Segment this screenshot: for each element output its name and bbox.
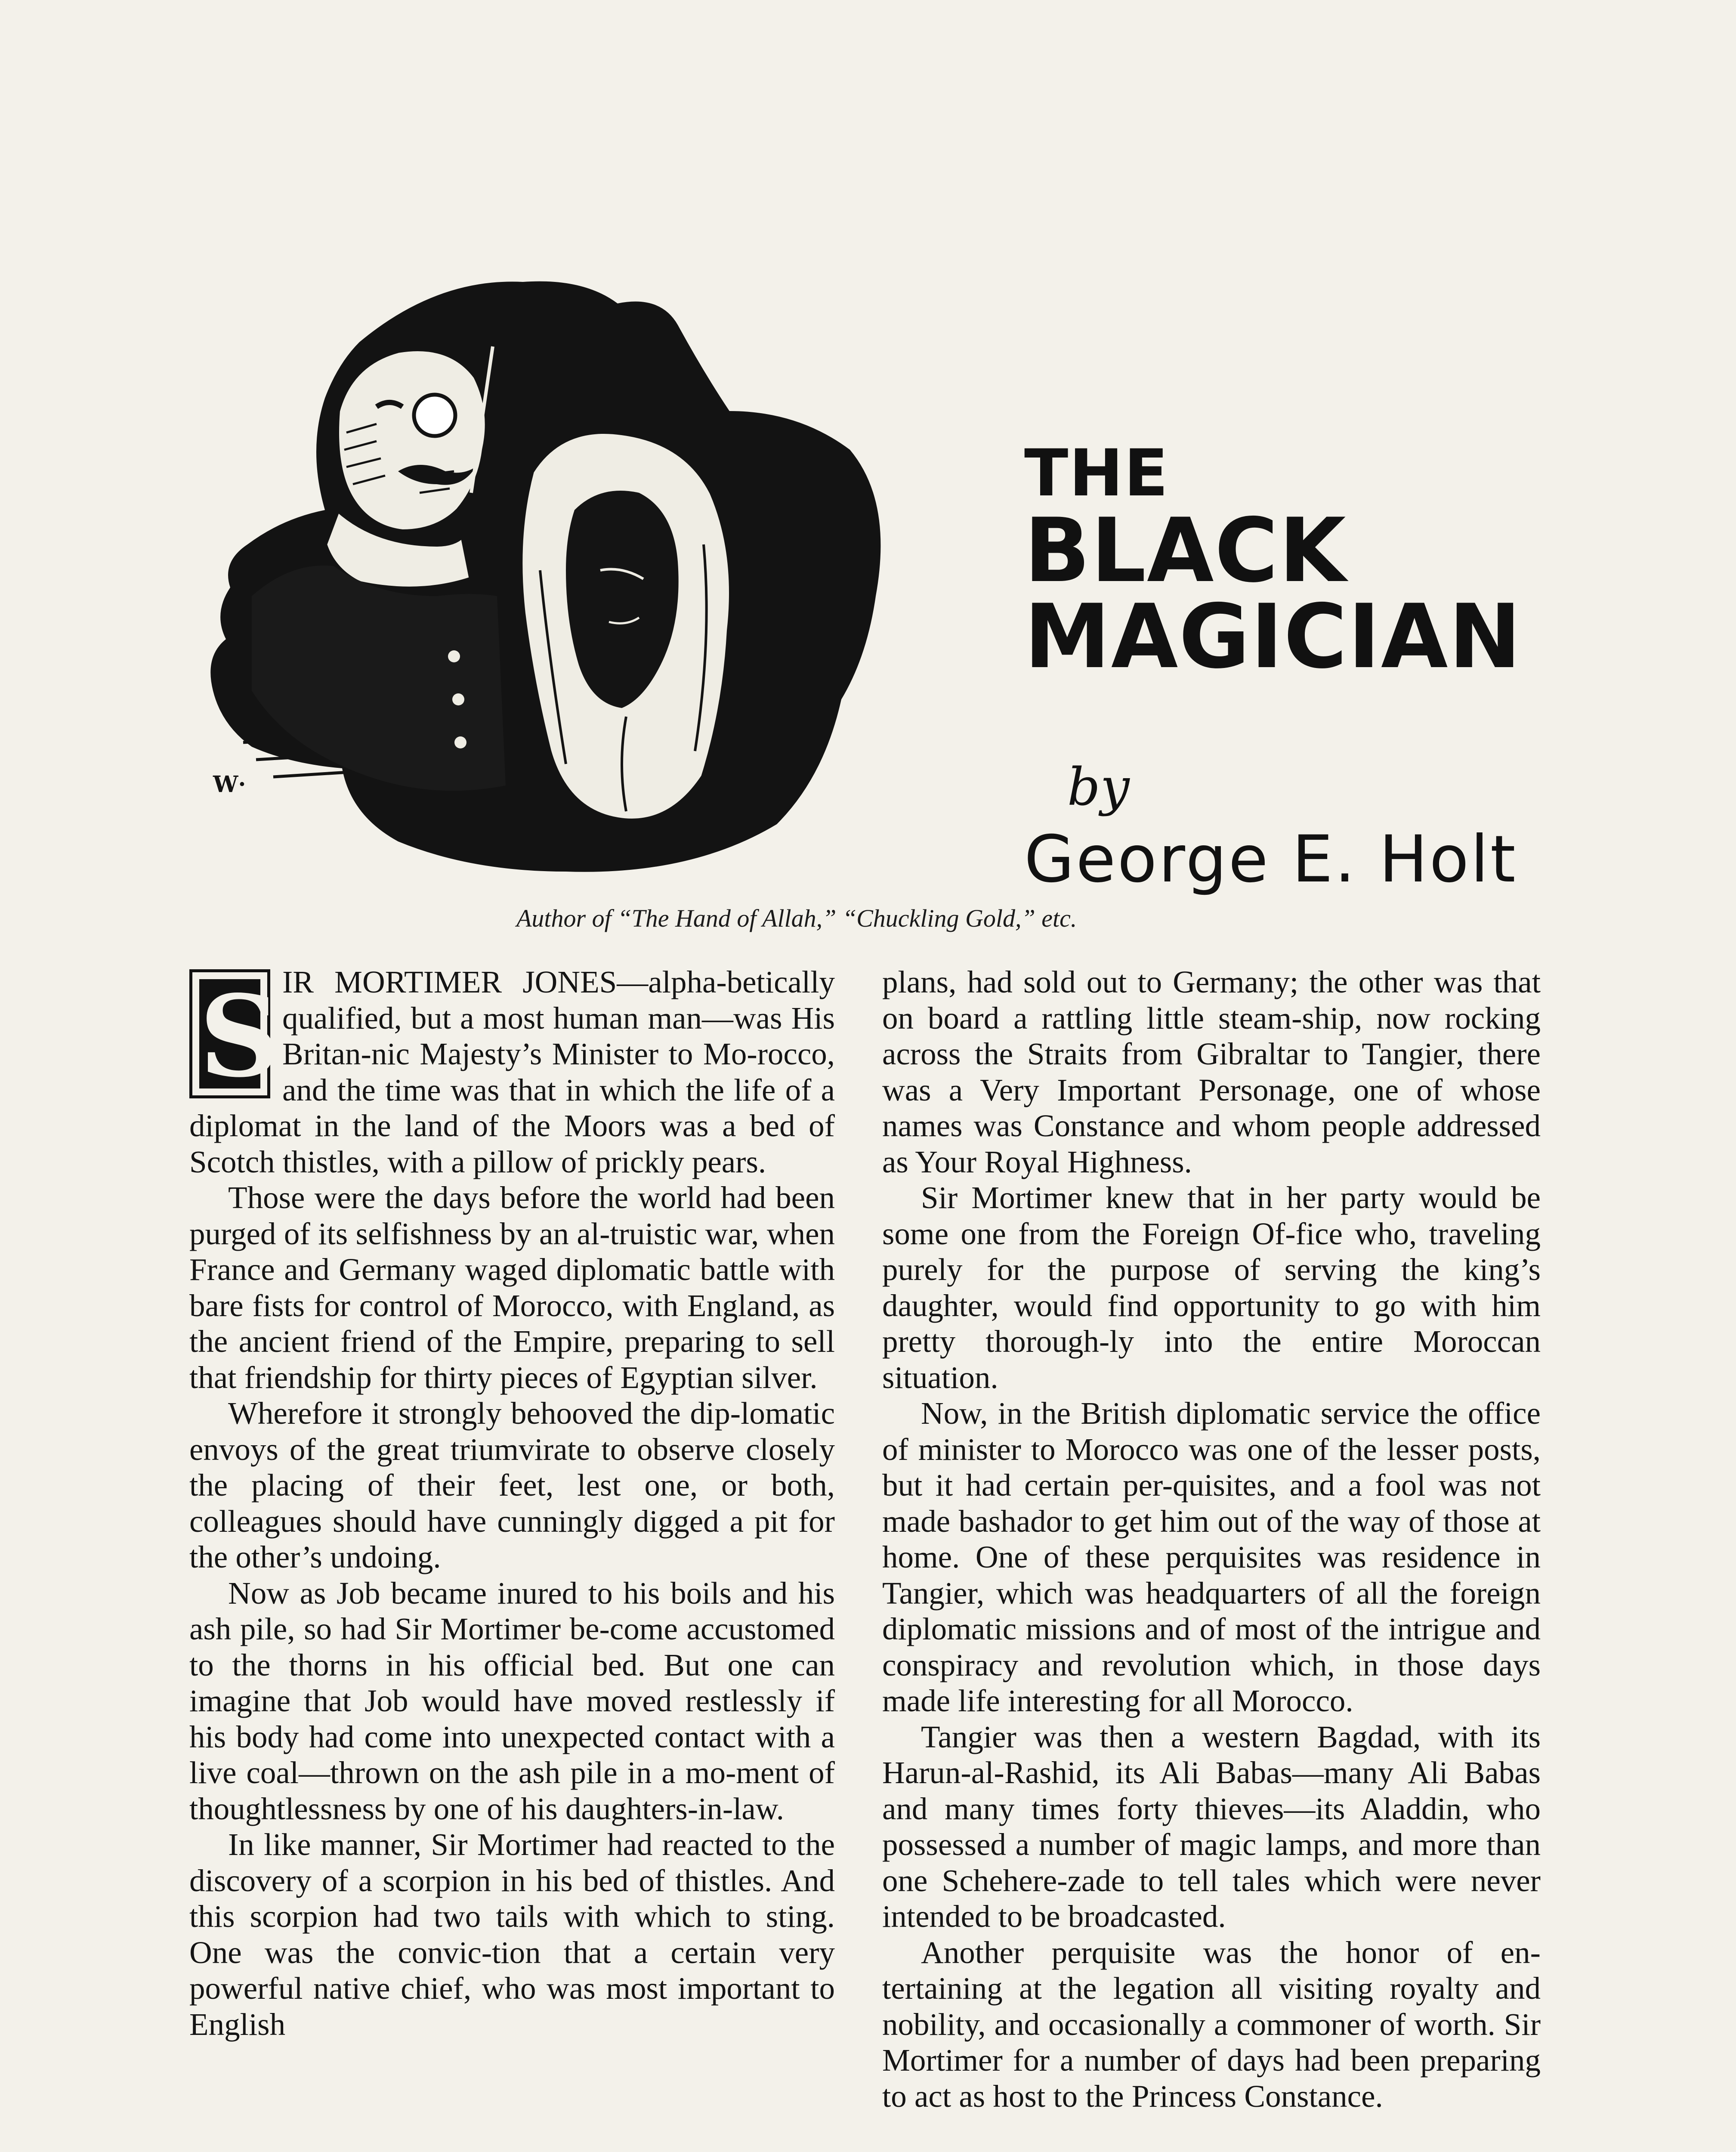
story-illustration bbox=[196, 269, 1039, 884]
paragraph: In like manner, Sir Mortimer had reacted to the discovery of a scorpion in his bed of thistles. And this scorpion had two tails with which to sting. One was the convic-tion that a certain very powerful native chief, who was most important to English bbox=[189, 1827, 835, 2042]
author-credit: Author of “The Hand of Allah,” “Chuckling Gold,” etc. bbox=[516, 904, 1077, 932]
author-name: George E. Holt bbox=[1024, 822, 1517, 897]
text-column-right bbox=[882, 964, 1541, 2114]
title-line-magician: MAGICIAN bbox=[1024, 586, 1522, 688]
paragraph: Wherefore it strongly behooved the dip-lomatic envoys of the great triumvirate to observe closely the placing of their feet, lest one, or both, colleagues should have cunningly digged a pit for the other’s undoing. bbox=[189, 1396, 835, 1574]
byline-prefix: by bbox=[1067, 758, 1130, 817]
paragraph: Now, in the British diplomatic service the office of minister to Morocco was one of the lesser posts, but it had certain per-quisites, and a fool was not made bashador to get him out of the way of those at home. One of these perquisites was residence in Tangier, which was headquarters of all the foreign diplomatic missions and of most of the intrigue and conspiracy and revolution which, in those days made life interesting for all Morocco. bbox=[882, 1396, 1541, 1718]
paragraph: Sir Mortimer knew that in her party would be some one from the Foreign Of-fice who, traveling purely for the purpose of serving the king’s daughter, would find opportunity to go with him pretty thorough-ly into the entire Moroccan situation. bbox=[882, 1180, 1541, 1395]
paragraph: plans, had sold out to Germany; the other was that on board a rattling little steam-ship, now rocking across the Straits from Gibraltar to Tangier, there was a Very Important Personage, one of whose names was Constance and whom people addressed as Your Royal Highness. bbox=[882, 965, 1541, 1179]
text-column-left bbox=[189, 964, 835, 2042]
title-line-the: THE bbox=[1024, 436, 1169, 511]
artist-initial: W· bbox=[213, 771, 246, 798]
title-line-black: BLACK bbox=[1024, 500, 1347, 602]
paragraph: IR MORTIMER JONES—alpha-betically qualified, but a most human man—was His Britan-nic Majesty’s Minister to Mo-rocco, and the time was that in which the life of a diplomat in the land of the Moors was a bed of Scotch thistles, with a pillow of prickly pears. bbox=[189, 965, 835, 1179]
paragraph: Tangier was then a western Bagdad, with its Harun-al-Rashid, its Ali Babas—many Ali Babas and many times forty thieves—its Aladdin, who possessed a number of magic lamps, and more than one Schehere-zade to tell tales which were never intended to be broadcasted. bbox=[882, 1719, 1541, 1934]
paragraph: Another perquisite was the honor of en-tertaining at the legation all visiting royalty and nobility, and occasionally a commoner of worth. Sir Mortimer for a number of days had been preparing to act as host to the Princess Constance. bbox=[882, 1935, 1541, 2114]
illustration-drawing bbox=[196, 269, 1039, 884]
story-title bbox=[1024, 436, 1523, 688]
drop-cap-letter: S bbox=[199, 971, 280, 1102]
drop-cap bbox=[189, 969, 280, 1102]
paragraph: Those were the days before the world had been purged of its selfishness by an al-truistic war, when France and Germany waged diplomatic battle with bare fists for control of Morocco, with England, as the ancient friend of the Empire, preparing to sell that friendship for thirty pieces of Egyptian silver. bbox=[189, 1180, 835, 1395]
paragraph: Now as Job became inured to his boils and his ash pile, so had Sir Mortimer be-come accustomed to the thorns in his official bed. But one can imagine that Job would have moved restlessly if his body had come into unexpected contact with a live coal—thrown on the ash pile in a mo-ment of thoughtlessness by one of his daughters-in-law. bbox=[189, 1575, 835, 1826]
